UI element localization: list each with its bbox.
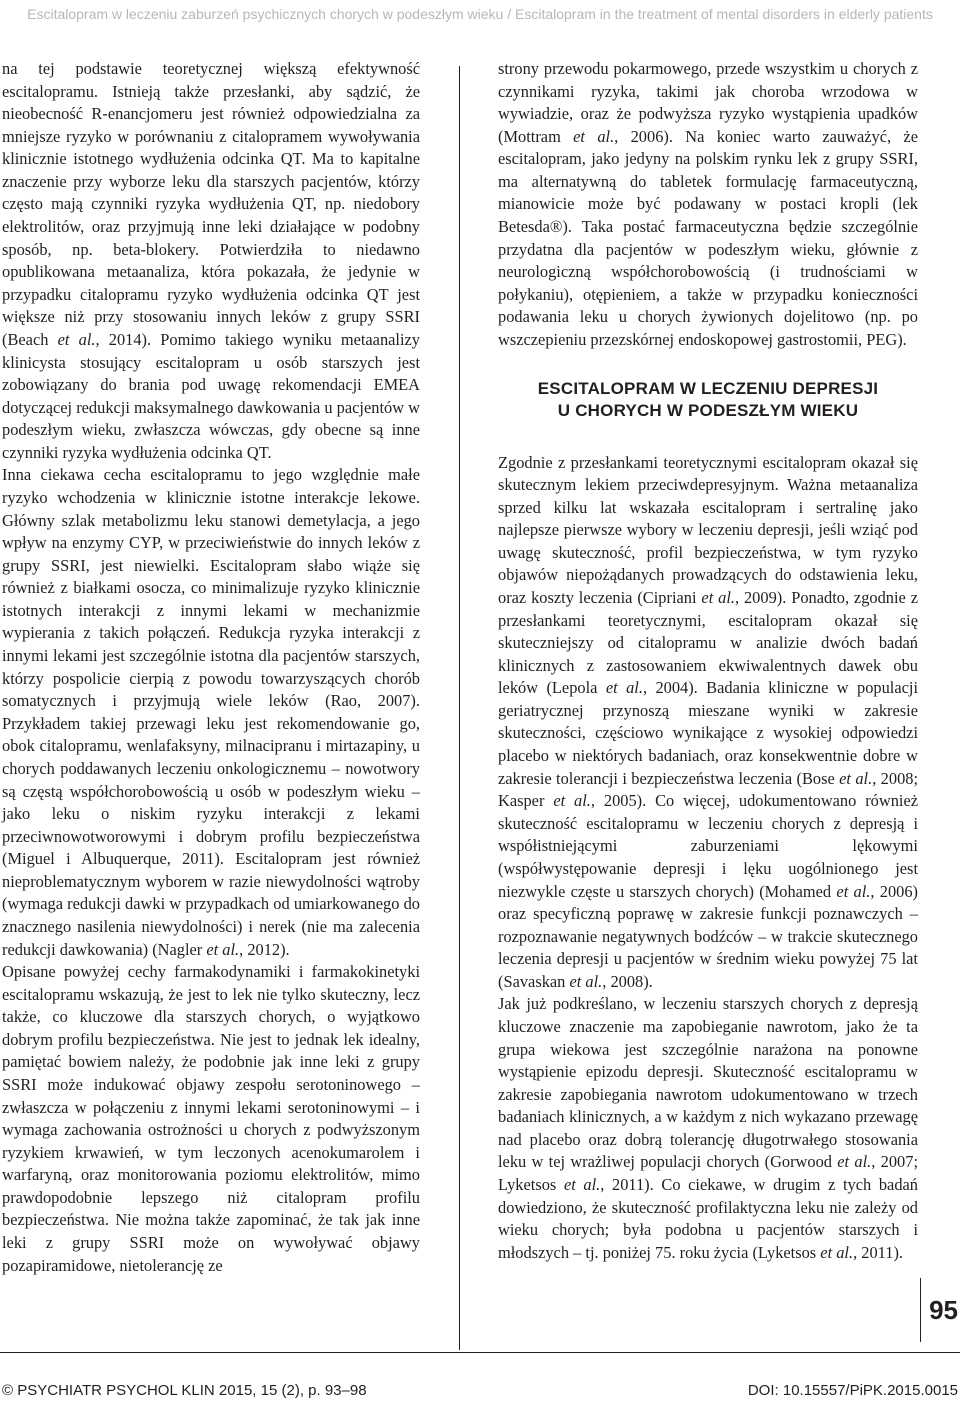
citation-etal: et al. <box>605 678 643 698</box>
paragraph <box>498 993 918 1264</box>
citation-etal: et al. <box>57 329 96 349</box>
paragraph-text: , 2008). <box>602 971 653 991</box>
section-heading-line: U CHORYCH W PODESZŁYM WIEKU <box>557 400 859 420</box>
footer-doi: DOI: 10.15557/PiPK.2015.0015 <box>747 1382 958 1399</box>
paragraph <box>498 452 918 994</box>
paragraph-text: , 2009). Ponadto, zgodnie z przesłankami teoretycznymi, escitalopram okazał się skuteczniejszy od citalopramu w analizie dwóch badań klinicznych z zastosowaniem ekwiwalentnych dawek obu leków (Lepola <box>498 587 918 698</box>
paragraph <box>2 961 420 1277</box>
paragraph <box>2 58 420 464</box>
running-header: Escitalopram w leczeniu zaburzeń psychicznych chorych w podeszłym wieku / Escitalopram in the treatment of mental disorders in elderly patients <box>27 6 933 22</box>
citation-etal: et al. <box>701 587 735 607</box>
citation-etal: et al. <box>573 126 615 146</box>
paragraph-text: Opisane powyżej cechy farmakodynamiki i farmakokinetyki escitalopramu wskazują, że jest to lek nie tylko skuteczny, lecz także, co kluczowe dla starszych chorych, o wyjątkowo dobrym profilu bezpieczeństwa. Nie jest to jednak lek idealny, pamiętać bowiem należy, że podobnie jak inne leki z grupy SSRI może indukować objawy zespołu serotoninowego – zwłaszcza w połączeniu z innymi lekami serotoninowymi – i wymaga zachowania ostrożności u chorych z podwyższonym ryzykiem krwawień, w tym leczonych acenokumarolem i warfaryną, oraz monitorowania poziomu elektrolitów, mimo prawdopodobnie lepszego niż citalopram profilu bezpieczeństwa. Nie można także zapominać, że tak jak inne leki z grupy SSRI może on wywoływać objawy pozapiramidowe, nietolerancję ze <box>2 962 420 1275</box>
column-divider <box>459 66 460 1350</box>
paragraph-text: , 2011). Co ciekawe, w drugim z tych badań dowiedziono, że skuteczność profilaktyczna leku nie zależy od wieku chorych; była podobna u pacjentów starszych i młodszych – tj. poniżej 75. roku życia (Lyketsos <box>498 1175 918 1262</box>
footer-citation: © PSYCHIATR PSYCHOL KLIN 2015, 15 (2), p. 93–98 <box>2 1382 367 1399</box>
citation-etal: et al. <box>553 791 591 811</box>
footer-rule <box>0 1352 960 1353</box>
paragraph-text: , 2004). Badania kliniczne w populacji geriatrycznej przynoszą mieszane wyniki w zakresie skuteczności, częściowo wynikające z wysokiej odpowiedzi placebo w niektórych badaniach, oraz konsekwentnie dobre w zakresie tolerancji i bezpieczeństwa leczenia (Bose <box>498 678 919 788</box>
right-column <box>498 58 918 1264</box>
paragraph-text: , 2005). Co więcej, udokumentowano również skuteczność escitalopramu w leczeniu chorych z depresją i współistniejącymi zaburzeniami lękowymi (współwystępowanie depresji i lęku uogólnionego jest niezwykle częste u starszych chorych) (Mohamed <box>498 791 918 901</box>
paragraph-text: , 2007; Lyketsos <box>498 1152 918 1195</box>
section-heading <box>498 378 918 422</box>
paragraph-text: na tej podstawie teoretycznej większą efektywność escitalopramu. Istnieją także przesłanki, aby sądzić, że nieobecność R-enancjomeru jest również odpowiedzialna za mniejsze ryzyko w porównaniu z citalopramem wywoływania klinicznie istotnego wydłużenia odcinka QT. Ma to kapitalne znaczenie przy wyborze leku dla starszych pacjentów, którzy często mają czynniki ryzyka wydłużenia QT, np. niedobory elektrolitów, oraz przyjmują inne leki działające w podobny sposób, np. beta-blokery. Potwierdziła to niedawno opublikowana metaanaliza, która pokazała, że jedynie w przypadku citalopramu ryzyko wydłużenia odcinka QT jest większe niż przy stosowaniu innych leków z grupy SSRI (Beach <box>2 59 420 349</box>
citation-etal: et al. <box>569 971 603 991</box>
citation-etal: et al. <box>839 768 873 788</box>
paragraph <box>498 58 918 352</box>
citation-etal: et al. <box>206 939 240 959</box>
paragraph-text: Inna ciekawa cecha escitalopramu to jego względnie małe ryzyko wchodzenia w klinicznie istotne interakcje lekowe. Główny szlak metabolizmu leku stanowi demetylacja, a jego wpływ na enzymy CYP, w przeciwieństwie do innych leków z grupy SSRI, jest niewielki. Escitalopram słabo wiąże się również z białkami osocza, co minimalizuje ryzyko klinicznie istotnych interakcji z innymi lekami w mechanizmie wypierania z takich połączeń. Redukcja ryzyka interakcji z innymi lekami jest szczególnie istotna dla pacjentów starszych, którzy pospolicie cierpią z powodu towarzyszących chorób somatycznych i przyjmują wiele leków (Rao, 2007). Przykładem takiej przewagi leku jest rekomendowanie go, obok citalopramu, wenlafaksyny, milnacipranu i mirtazapiny, u chorych poddawanych leczeniu onkologicznemu – nowotwory są częstą współchorobowością u osób w podeszłym wieku – jako leku o niskim ryzyku interakcji z lekami przeciwnowotworowymi i dobrym profilu bezpieczeństwa (Miguel i Albuquerque, 2011). Escitalopram jest również nieproblematycznym wyborem w razie niewydolności wątroby (wymaga redukcji dawki w przypadkach od umiarkowanego do znacznego nasilenia niewydolności) i nerek (nie ma zalecenia redukcji dawkowania) (Nagler <box>2 465 420 959</box>
section-heading-line: ESCITALOPRAM W LECZENIU DEPRESJI <box>537 378 879 398</box>
paragraph-text: , 2006) oraz specyficzną poprawę w zakresie funkcji poznawczych – rozpoznawanie negatywnych bodźców – w trakcie skutecznego leczenia depresji u pacjentów w średnim wieku powyżej 75 lat (Savaskan <box>498 881 919 991</box>
left-column <box>2 58 420 1277</box>
paragraph-text: , 2012). <box>239 939 290 959</box>
page-number: 95 <box>920 1278 958 1342</box>
paragraph-text: , 2008; Kasper <box>498 768 919 811</box>
citation-etal: et al. <box>836 881 871 901</box>
paragraph-text: , 2014). Pomimo takiego wyniku metaanalizy klinicysta stosujący escitalopram u osób starszych jest zobowiązany do brania pod uwagę rekomendacji EMEA dotyczącej redukcji maksymalnego dawkowania u pacjentów w podeszłym wieku, zwłaszcza wówczas, gdy obecne są inne czynniki ryzyka wydłużenia odcinka QT. <box>2 329 421 462</box>
paragraph-text: , 2006). Na koniec warto zauważyć, że escitalopram, jako jedyny na polskim rynku lek z grupy SSRI, ma alternatywną do tabletek formulację farmaceutyczną, mianowicie może być podawany w postaci kropli (lek Betesda®). Taka postać farmaceutyczna będzie szczególnie przydatna dla pacjentów w podeszłym wieku, głównie z neurologiczną współchorobowością (i trudnościami w połykaniu), otępieniem, a także w przypadku konieczności podawania leku u chorych żywionych dojelitowo (np. po wszczepieniu przezskórnej endoskopowej gastrostomii, PEG). <box>498 126 918 349</box>
citation-etal: et al. <box>563 1175 601 1195</box>
paragraph <box>2 464 420 961</box>
citation-etal: et al. <box>837 1152 872 1172</box>
paragraph-text: Zgodnie z przesłankami teoretycznymi escitalopram okazał się skutecznym lekiem przeciwdepresyjnym. Ważna metaanaliza sprzed kilku lat wskazała escitalopram i sertralinę jako najlepsze pierwsze wybory w leczeniu depresji, jeśli wziąć pod uwagę skuteczność, profil bezpieczeństwa, w tym ryzyko objawów niepożądanych prowadzących do odstawienia leku, oraz koszty leczenia (Cipriani <box>498 452 918 607</box>
paragraph-text: Jak już podkreślano, w leczeniu starszych chorych z depresją kluczowe znaczenie ma zapobieganie nawrotom, jako że ta grupa wiekowa jest szczególnie narażona na ponowne wystąpienie epizodu depresji. Skuteczność escitalopramu w zakresie zapobiegania nawrotom udokumentowano w trzech badaniach klinicznych, a w każdym z nich wykazano przewagę nad placebo oraz dobrą tolerancję długotrwałego stosowania leku w tej wrażliwej populacji chorych (Gorwood <box>498 994 918 1172</box>
paragraph-text: strony przewodu pokarmowego, przede wszystkim u chorych z czynnikami ryzyka, takimi jak choroba wrzodowa w wywiadzie, oraz że podwyższa ryzyko wystąpienia upadków (Mottram <box>498 59 918 146</box>
citation-etal: et al. <box>820 1242 854 1262</box>
paragraph-text: , 2011). <box>853 1242 904 1262</box>
